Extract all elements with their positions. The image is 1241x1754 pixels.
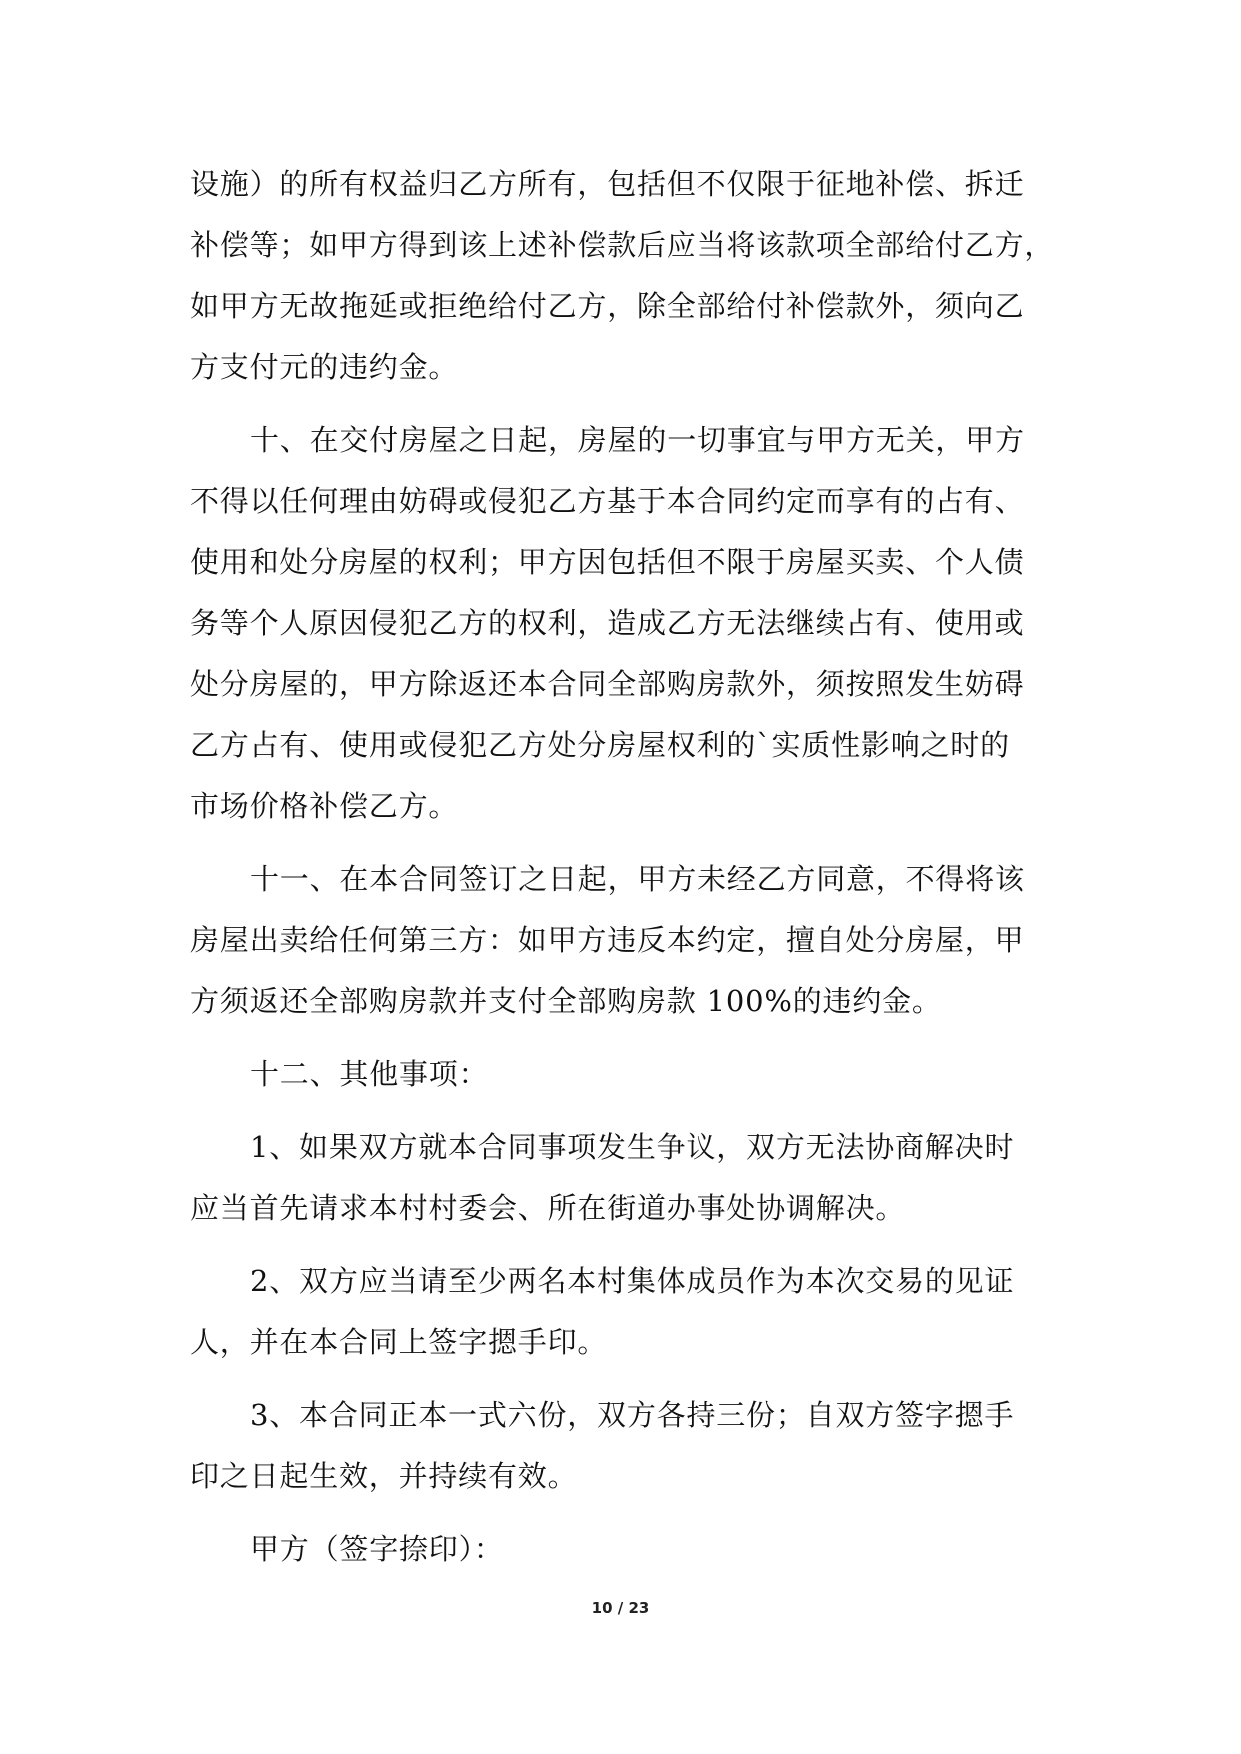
- text-line: 补偿等；如甲方得到该上述补偿款后应当将该款项全部给付乙方，: [190, 228, 1055, 262]
- text-line: 如甲方无故拖延或拒绝给付乙方，除全部给付补偿款外，须向乙: [190, 289, 1025, 323]
- text-line: 乙方占有、使用或侵犯乙方处分房屋权利的`实质性影响之时的: [190, 728, 1010, 762]
- text-line: 处分房屋的，甲方除返还本合同全部购房款外，须按照发生妨碍: [190, 667, 1025, 701]
- text-line: 十一、在本合同签订之日起，甲方未经乙方同意，不得将该: [250, 862, 1025, 896]
- text-line: 2、双方应当请至少两名本村集体成员作为本次交易的见证: [250, 1264, 1015, 1298]
- text-line: 十二、其他事项：: [250, 1057, 489, 1091]
- text-line: 房屋出卖给任何第三方：如甲方违反本约定，擅自处分房屋，甲: [190, 923, 1025, 957]
- text-line: 1、如果双方就本合同事项发生争议，双方无法协商解决时: [250, 1130, 1015, 1164]
- text-line: 印之日起生效，并持续有效。: [190, 1459, 578, 1493]
- text-line: 使用和处分房屋的权利；甲方因包括但不限于房屋买卖、个人债: [190, 545, 1025, 579]
- text-line: 甲方（签字捺印）：: [250, 1532, 504, 1566]
- text-line: 设施）的所有权益归乙方所有，包括但不仅限于征地补偿、拆迁: [190, 167, 1025, 201]
- text-line: 3、本合同正本一式六份，双方各持三份；自双方签字摁手: [250, 1398, 1015, 1432]
- text-line: 应当首先请求本村村委会、所在街道办事处协调解决。: [190, 1191, 906, 1225]
- text-line: 方支付元的违约金。: [190, 350, 459, 384]
- text-line: 不得以任何理由妨碍或侵犯乙方基于本合同约定而享有的占有、: [190, 484, 1025, 518]
- page-number: 10 / 23: [591, 1599, 650, 1617]
- text-line: 人，并在本合同上签字摁手印。: [190, 1325, 608, 1359]
- text-line: 市场价格补偿乙方。: [190, 789, 459, 823]
- text-line: 务等个人原因侵犯乙方的权利，造成乙方无法继续占有、使用或: [190, 606, 1025, 640]
- text-line: 十、在交付房屋之日起，房屋的一切事宜与甲方无关，甲方: [250, 423, 1025, 457]
- text-line: 方须返还全部购房款并支付全部购房款 100%的违约金。: [190, 984, 942, 1018]
